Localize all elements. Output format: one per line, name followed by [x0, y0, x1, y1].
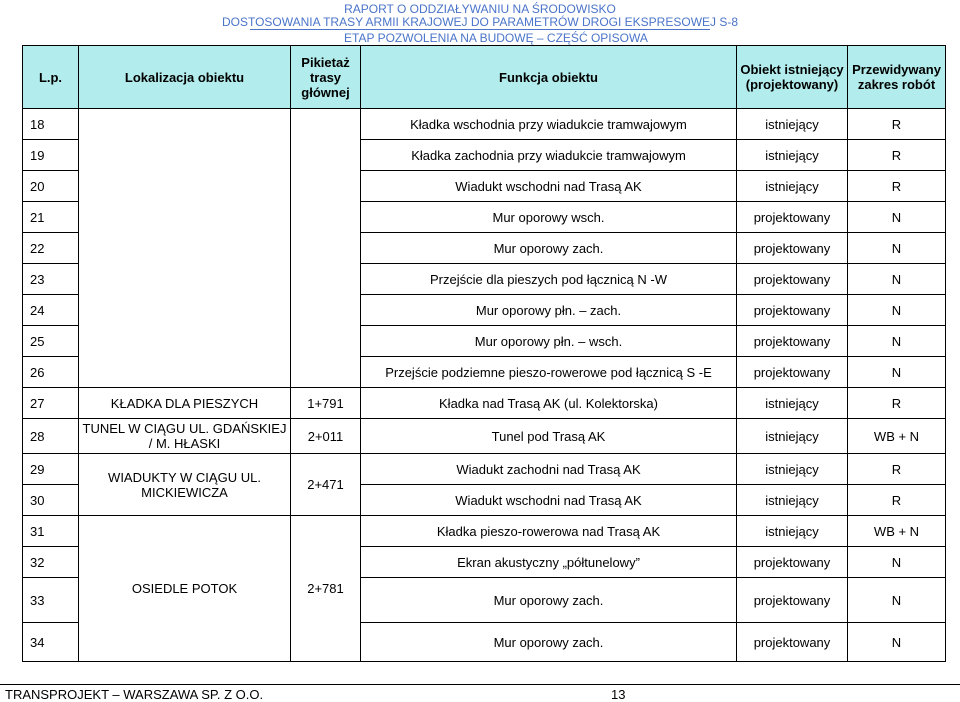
cell-pikietaz: 2+011: [291, 419, 361, 454]
page-header: [0, 0, 960, 44]
cell-lp: 19: [23, 140, 79, 171]
cell-lp: 23: [23, 264, 79, 295]
cell-lp: 20: [23, 171, 79, 202]
cell-pikietaz: [291, 109, 361, 388]
cell-lp: 33: [23, 578, 79, 623]
cell-zakres: R: [848, 140, 946, 171]
col-header-funkcja: Funkcja obiektu: [361, 46, 737, 109]
cell-lp: 22: [23, 233, 79, 264]
cell-lokalizacja: OSIEDLE POTOK: [79, 516, 291, 662]
cell-zakres: N: [848, 295, 946, 326]
cell-obiekt: projektowany: [737, 295, 848, 326]
cell-obiekt: projektowany: [737, 623, 848, 662]
table-row: [23, 454, 946, 485]
cell-lp: 34: [23, 623, 79, 662]
cell-pikietaz: 2+781: [291, 516, 361, 662]
cell-lokalizacja: TUNEL W CIĄGU UL. GDAŃSKIEJ / M. HŁASKI: [79, 419, 291, 454]
cell-zakres: N: [848, 326, 946, 357]
cell-pikietaz: 1+791: [291, 388, 361, 419]
cell-lokalizacja: WIADUKTY W CIĄGU UL. MICKIEWICZA: [79, 454, 291, 516]
cell-lp: 29: [23, 454, 79, 485]
cell-zakres: N: [848, 547, 946, 578]
cell-funkcja: Mur oporowy płn. – zach.: [361, 295, 737, 326]
cell-obiekt: istniejący: [737, 454, 848, 485]
cell-lokalizacja: KŁADKA DLA PIESZYCH: [79, 388, 291, 419]
cell-obiekt: projektowany: [737, 578, 848, 623]
cell-obiekt: istniejący: [737, 485, 848, 516]
cell-funkcja: Wiadukt zachodni nad Trasą AK: [361, 454, 737, 485]
cell-funkcja: Kładka zachodnia przy wiadukcie tramwajowym: [361, 140, 737, 171]
cell-lp: 24: [23, 295, 79, 326]
cell-obiekt: projektowany: [737, 264, 848, 295]
cell-zakres: R: [848, 485, 946, 516]
cell-funkcja: Wiadukt wschodni nad Trasą AK: [361, 485, 737, 516]
cell-obiekt: istniejący: [737, 140, 848, 171]
cell-lp: 18: [23, 109, 79, 140]
cell-lp: 28: [23, 419, 79, 454]
cell-obiekt: istniejący: [737, 419, 848, 454]
page-footer: [0, 684, 960, 701]
table-row: [23, 109, 946, 140]
cell-zakres: R: [848, 109, 946, 140]
cell-zakres: WB + N: [848, 419, 946, 454]
cell-funkcja: Wiadukt wschodni nad Trasą AK: [361, 171, 737, 202]
cell-funkcja: Przejście podziemne pieszo-rowerowe pod łącznicą S -E: [361, 357, 737, 388]
cell-zakres: N: [848, 233, 946, 264]
page-number: 13: [611, 687, 626, 702]
cell-funkcja: Ekran akustyczny „półtunelowy”: [361, 547, 737, 578]
cell-funkcja: Kładka wschodnia przy wiadukcie tramwajowym: [361, 109, 737, 140]
cell-lp: 26: [23, 357, 79, 388]
cell-obiekt: istniejący: [737, 171, 848, 202]
cell-obiekt: istniejący: [737, 516, 848, 547]
col-header-lp: L.p.: [23, 46, 79, 109]
cell-obiekt: istniejący: [737, 388, 848, 419]
cell-lp: 32: [23, 547, 79, 578]
col-header-lokalizacja: Lokalizacja obiektu: [79, 46, 291, 109]
footer-divider: [0, 684, 960, 685]
col-header-obiekt: Obiekt istniejący (projektowany): [737, 46, 848, 109]
cell-obiekt: projektowany: [737, 202, 848, 233]
col-header-zakres: Przewidywany zakres robót: [848, 46, 946, 109]
table-row: [23, 388, 946, 419]
cell-obiekt: istniejący: [737, 109, 848, 140]
cell-funkcja: Przejście dla pieszych pod łącznicą N -W: [361, 264, 737, 295]
cell-obiekt: projektowany: [737, 326, 848, 357]
cell-funkcja: Mur oporowy wsch.: [361, 202, 737, 233]
cell-zakres: N: [848, 202, 946, 233]
col-header-pikietaz: Pikietaż trasy głównej: [291, 46, 361, 109]
cell-zakres: R: [848, 454, 946, 485]
table-header-row: [23, 46, 946, 109]
project-title: DOSTOSOWANIA TRASY ARMII KRAJOWEJ DO PARAMETRÓW DROGI EKSPRESOWEJ S-8: [221, 15, 739, 29]
cell-funkcja: Kładka nad Trasą AK (ul. Kolektorska): [361, 388, 737, 419]
footer-company: TRANSPROJEKT – WARSZAWA SP. Z O.O.: [5, 687, 264, 702]
table-row: [23, 419, 946, 454]
cell-lp: 31: [23, 516, 79, 547]
cell-zakres: R: [848, 388, 946, 419]
cell-zakres: N: [848, 357, 946, 388]
cell-obiekt: projektowany: [737, 547, 848, 578]
cell-zakres: WB + N: [848, 516, 946, 547]
cell-funkcja: Mur oporowy zach.: [361, 578, 737, 623]
report-title: RAPORT O ODDZIAŁYWANIU NA ŚRODOWISKO: [344, 2, 616, 16]
cell-lp: 21: [23, 202, 79, 233]
cell-obiekt: projektowany: [737, 233, 848, 264]
cell-funkcja: Mur oporowy zach.: [361, 623, 737, 662]
stage-title: ETAP POZWOLENIA NA BUDOWĘ – CZĘŚĆ OPISOWA: [344, 31, 648, 45]
cell-funkcja: Tunel pod Trasą AK: [361, 419, 737, 454]
cell-lp: 25: [23, 326, 79, 357]
cell-lp: 27: [23, 388, 79, 419]
cell-funkcja: Mur oporowy zach.: [361, 233, 737, 264]
cell-lokalizacja: [79, 109, 291, 388]
cell-zakres: R: [848, 171, 946, 202]
cell-zakres: N: [848, 264, 946, 295]
cell-zakres: N: [848, 578, 946, 623]
cell-pikietaz: 2+471: [291, 454, 361, 516]
cell-funkcja: Mur oporowy płn. – wsch.: [361, 326, 737, 357]
table-row: [23, 516, 946, 547]
cell-obiekt: projektowany: [737, 357, 848, 388]
cell-lp: 30: [23, 485, 79, 516]
cell-funkcja: Kładka pieszo-rowerowa nad Trasą AK: [361, 516, 737, 547]
objects-table: [22, 45, 946, 662]
cell-zakres: N: [848, 623, 946, 662]
header-divider: [250, 29, 710, 30]
